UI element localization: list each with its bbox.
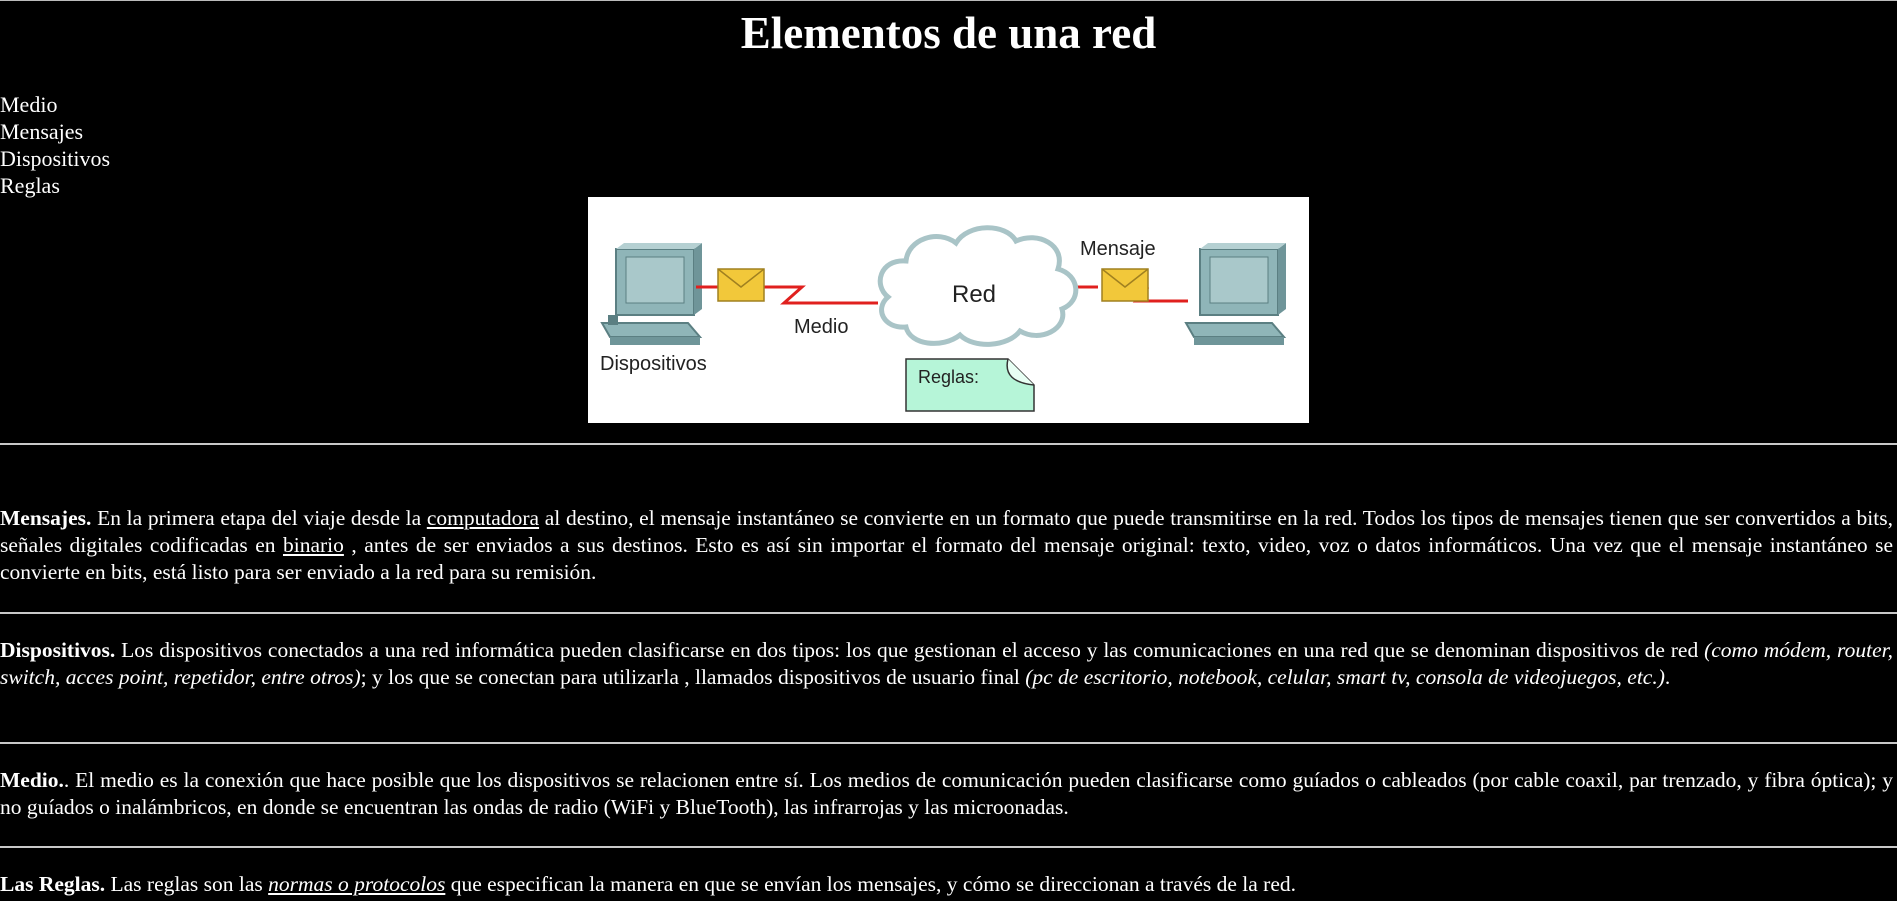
section-text: que especifican la manera en que se envían los mensajes, y cómo se direccionan a través de la red. [445, 872, 1297, 896]
binario-link[interactable]: binario [282, 533, 344, 557]
section-text: , antes de ser enviados a sus destinos. Esto es así sin importar el formato del mensaje original: texto, video, voz o datos informáticos. Una vez que el mensaje instantáneo se convierte en bits, está listo para ser enviado a la red para su remisión. [0, 533, 1893, 584]
section-heading: Medio. [0, 768, 64, 792]
page-title: Elementos de una red [740, 8, 1157, 58]
section-dispositivos [0, 637, 1893, 691]
section-heading: Las Reglas. [0, 872, 106, 896]
section-divider [0, 443, 1897, 445]
diagram-label-red: Red [952, 281, 997, 308]
section-mensajes [0, 505, 1893, 586]
section-text: al destino, el mensaje instantáneo se convierte en un formato que puede transmitirse en la red. Todos los tipos de mensajes tienen que ser convertidos a bits, señales digitales codificadas en [0, 506, 1893, 557]
topic-item: Dispositivos [0, 146, 111, 171]
section-text: . [1664, 665, 1671, 689]
section-text: . El medio es la conexión que hace posible que los dispositivos se relacionen entre sí. Los medios de comunicación pueden clasificarse como guíados o cableados (por cable coaxil, par trenzado, y fibra óptica); y no guíados o inalámbricos, en donde se encuentran las ondas de radio (WiFi y BlueTooth), las infrarrojas y las microonadas. [0, 768, 1893, 819]
diagram-label-mensaje: Mensaje [1080, 238, 1156, 260]
diagram-label-medio: Medio [794, 316, 849, 338]
message-envelope-icon [718, 269, 764, 301]
section-text: ; y los que se conectan para utilizarla , llamados dispositivos de usuario final [360, 665, 1026, 689]
section-italic-text: (como módem, router, switch, acces point, repetidor, entre otros) [0, 638, 1893, 689]
topic-item: Reglas [0, 173, 60, 198]
message-envelope-icon [1102, 269, 1148, 301]
section-medio [0, 767, 1893, 821]
topic-item: Mensajes [0, 119, 84, 144]
computadora-link[interactable]: computadora [426, 506, 540, 530]
section-heading: Mensajes. [0, 506, 92, 530]
section-divider [0, 742, 1897, 744]
left-computer-icon [602, 243, 702, 345]
topic-list [0, 91, 1897, 199]
section-text: En la primera etapa del viaje desde la [91, 506, 427, 530]
normas-protocolos-link[interactable]: normas o protocolos [268, 872, 446, 896]
diagram-label-reglas: Reglas: [918, 367, 980, 387]
section-italic-text: (pc de escritorio, notebook, celular, smart tv, consola de videojuegos, etc.) [1025, 665, 1665, 689]
section-reglas [0, 871, 1893, 898]
diagram-label-dispositivos: Dispositivos [600, 353, 707, 375]
right-computer-icon [1186, 243, 1286, 345]
section-divider [0, 612, 1897, 614]
network-diagram [588, 197, 1309, 423]
section-text: Las reglas son las [105, 872, 269, 896]
section-heading: Dispositivos. [0, 638, 116, 662]
topic-item: Medio [0, 92, 58, 117]
section-text: Los dispositivos conectados a una red informática pueden clasificarse en dos tipos: los que gestionan el acceso y las comunicaciones en una red que se denominan dispositivos de red [115, 638, 1705, 662]
section-divider [0, 846, 1897, 848]
